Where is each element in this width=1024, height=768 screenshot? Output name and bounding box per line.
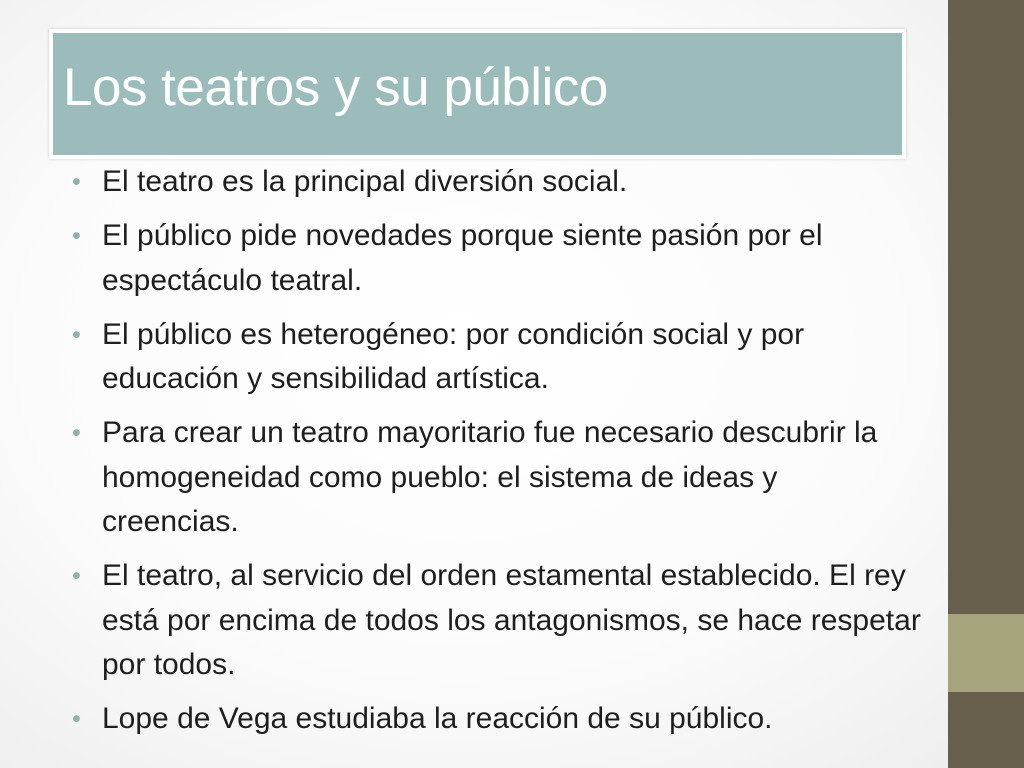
bullet-item: [72, 554, 922, 688]
decorative-sidebar-accent: [948, 614, 1024, 692]
title-frame: [49, 29, 906, 159]
bullet-icon: •: [72, 320, 81, 349]
bullet-list: [72, 160, 922, 751]
bullet-item: [72, 411, 922, 545]
bullet-item: [72, 214, 922, 303]
bullet-item: [72, 160, 922, 205]
bullet-icon: •: [72, 705, 81, 733]
bullet-text: El teatro es la principal diversión social.: [102, 165, 628, 198]
bullet-item: [72, 313, 922, 402]
bullet-text: El público es heterogéneo: por condición social y por educación y sensibilidad artística.: [102, 317, 805, 395]
bullet-text: El teatro, al servicio del orden estamental establecido. El rey está por encima de todos los antagonismos, se hace respetar por todos.: [102, 559, 921, 681]
bullet-text: Para crear un teatro mayoritario fue necesario descubrir la homogeneidad como pueblo: el sistema de ideas y creencias.: [102, 416, 878, 538]
bullet-icon: •: [72, 419, 81, 447]
title-band: [53, 33, 902, 155]
bullet-text: Lope de Vega estudiaba la reacción de su público.: [102, 702, 773, 735]
slide-title: Los teatros y su público: [63, 58, 608, 117]
bullet-icon: •: [72, 168, 81, 196]
bullet-icon: •: [72, 562, 81, 590]
bullet-icon: •: [72, 222, 81, 250]
bullet-item: [72, 697, 922, 742]
bullet-text: El público pide novedades porque siente pasión por el espectáculo teatral.: [102, 219, 823, 297]
